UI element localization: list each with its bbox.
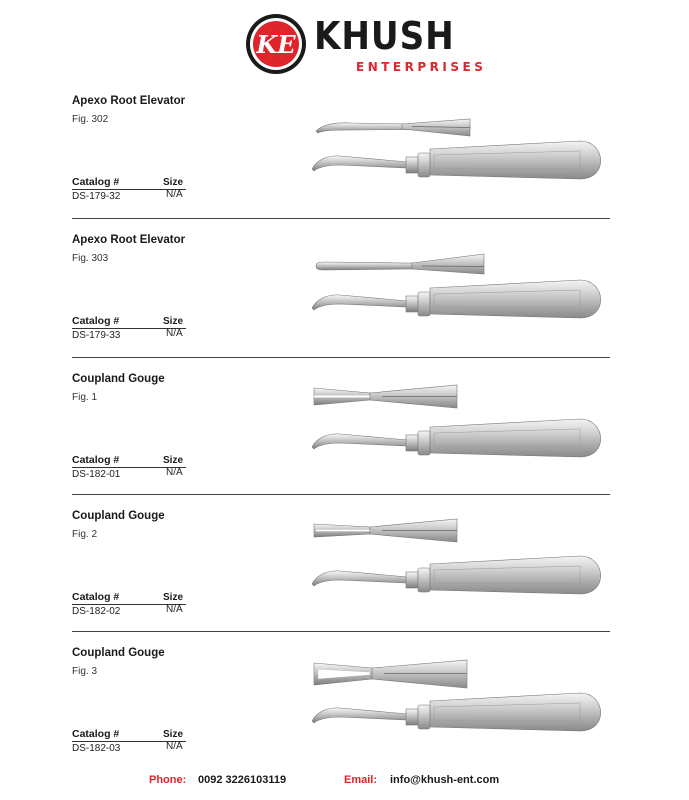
brand-subtitle: ENTERPRISES xyxy=(356,60,487,74)
product-fig: Fig. 2 xyxy=(72,529,98,540)
catalog-number: DS-179-32 xyxy=(72,191,121,202)
catalog-number: DS-182-01 xyxy=(72,469,121,480)
product-title: Coupland Gouge xyxy=(72,510,165,522)
size-value: N/A xyxy=(166,328,183,339)
product-section xyxy=(0,373,689,511)
product-section xyxy=(0,510,689,648)
product-fig: Fig. 1 xyxy=(72,392,98,403)
product-title: Coupland Gouge xyxy=(72,647,165,659)
product-section xyxy=(0,95,689,233)
catalog-label: Catalog # xyxy=(72,454,120,466)
product-section xyxy=(0,234,689,372)
size-value: N/A xyxy=(166,189,183,200)
email-label: Email: xyxy=(344,774,378,786)
size-label: Size xyxy=(163,592,184,603)
catalog-number: DS-182-03 xyxy=(72,743,121,754)
size-label: Size xyxy=(163,729,184,740)
size-value: N/A xyxy=(166,604,183,615)
section-divider xyxy=(72,631,610,632)
catalog-label: Catalog # xyxy=(72,591,120,603)
product-title: Coupland Gouge xyxy=(72,373,165,385)
brand-name: KHUSH xyxy=(314,14,455,58)
catalog-label: Catalog # xyxy=(72,728,120,740)
brand-badge-icon xyxy=(244,12,308,76)
catalog-label: Catalog # xyxy=(72,315,120,327)
product-fig: Fig. 302 xyxy=(72,114,109,125)
product-title: Apexo Root Elevator xyxy=(72,234,186,246)
instrument-handle-image xyxy=(310,135,610,185)
product-title: Apexo Root Elevator xyxy=(72,95,186,107)
section-divider xyxy=(72,218,610,219)
size-value: N/A xyxy=(166,741,183,752)
contact-footer xyxy=(0,774,689,792)
phone-label: Phone: xyxy=(149,774,187,786)
catalog-number: DS-179-33 xyxy=(72,330,121,341)
product-fig: Fig. 303 xyxy=(72,253,109,264)
product-fig: Fig. 3 xyxy=(72,666,98,677)
size-label: Size xyxy=(163,455,184,466)
catalog-label: Catalog # xyxy=(72,176,120,188)
email-address: info@khush-ent.com xyxy=(390,774,500,786)
instrument-handle-image xyxy=(310,687,610,737)
catalog-number: DS-182-02 xyxy=(72,606,121,617)
instrument-handle-image xyxy=(310,274,610,324)
phone-number: 0092 3226103119 xyxy=(198,774,287,786)
size-value: N/A xyxy=(166,467,183,478)
instrument-handle-image xyxy=(310,413,610,463)
brand-logo xyxy=(244,12,487,76)
brand-monogram: KE xyxy=(256,30,296,59)
product-section xyxy=(0,647,689,785)
instrument-handle-image xyxy=(310,550,610,600)
instrument-tip-image xyxy=(312,515,462,545)
section-divider xyxy=(72,357,610,358)
instrument-tip-image xyxy=(312,657,472,691)
size-label: Size xyxy=(163,316,184,327)
instrument-tip-image xyxy=(312,381,462,411)
size-label: Size xyxy=(163,177,184,188)
section-divider xyxy=(72,494,610,495)
